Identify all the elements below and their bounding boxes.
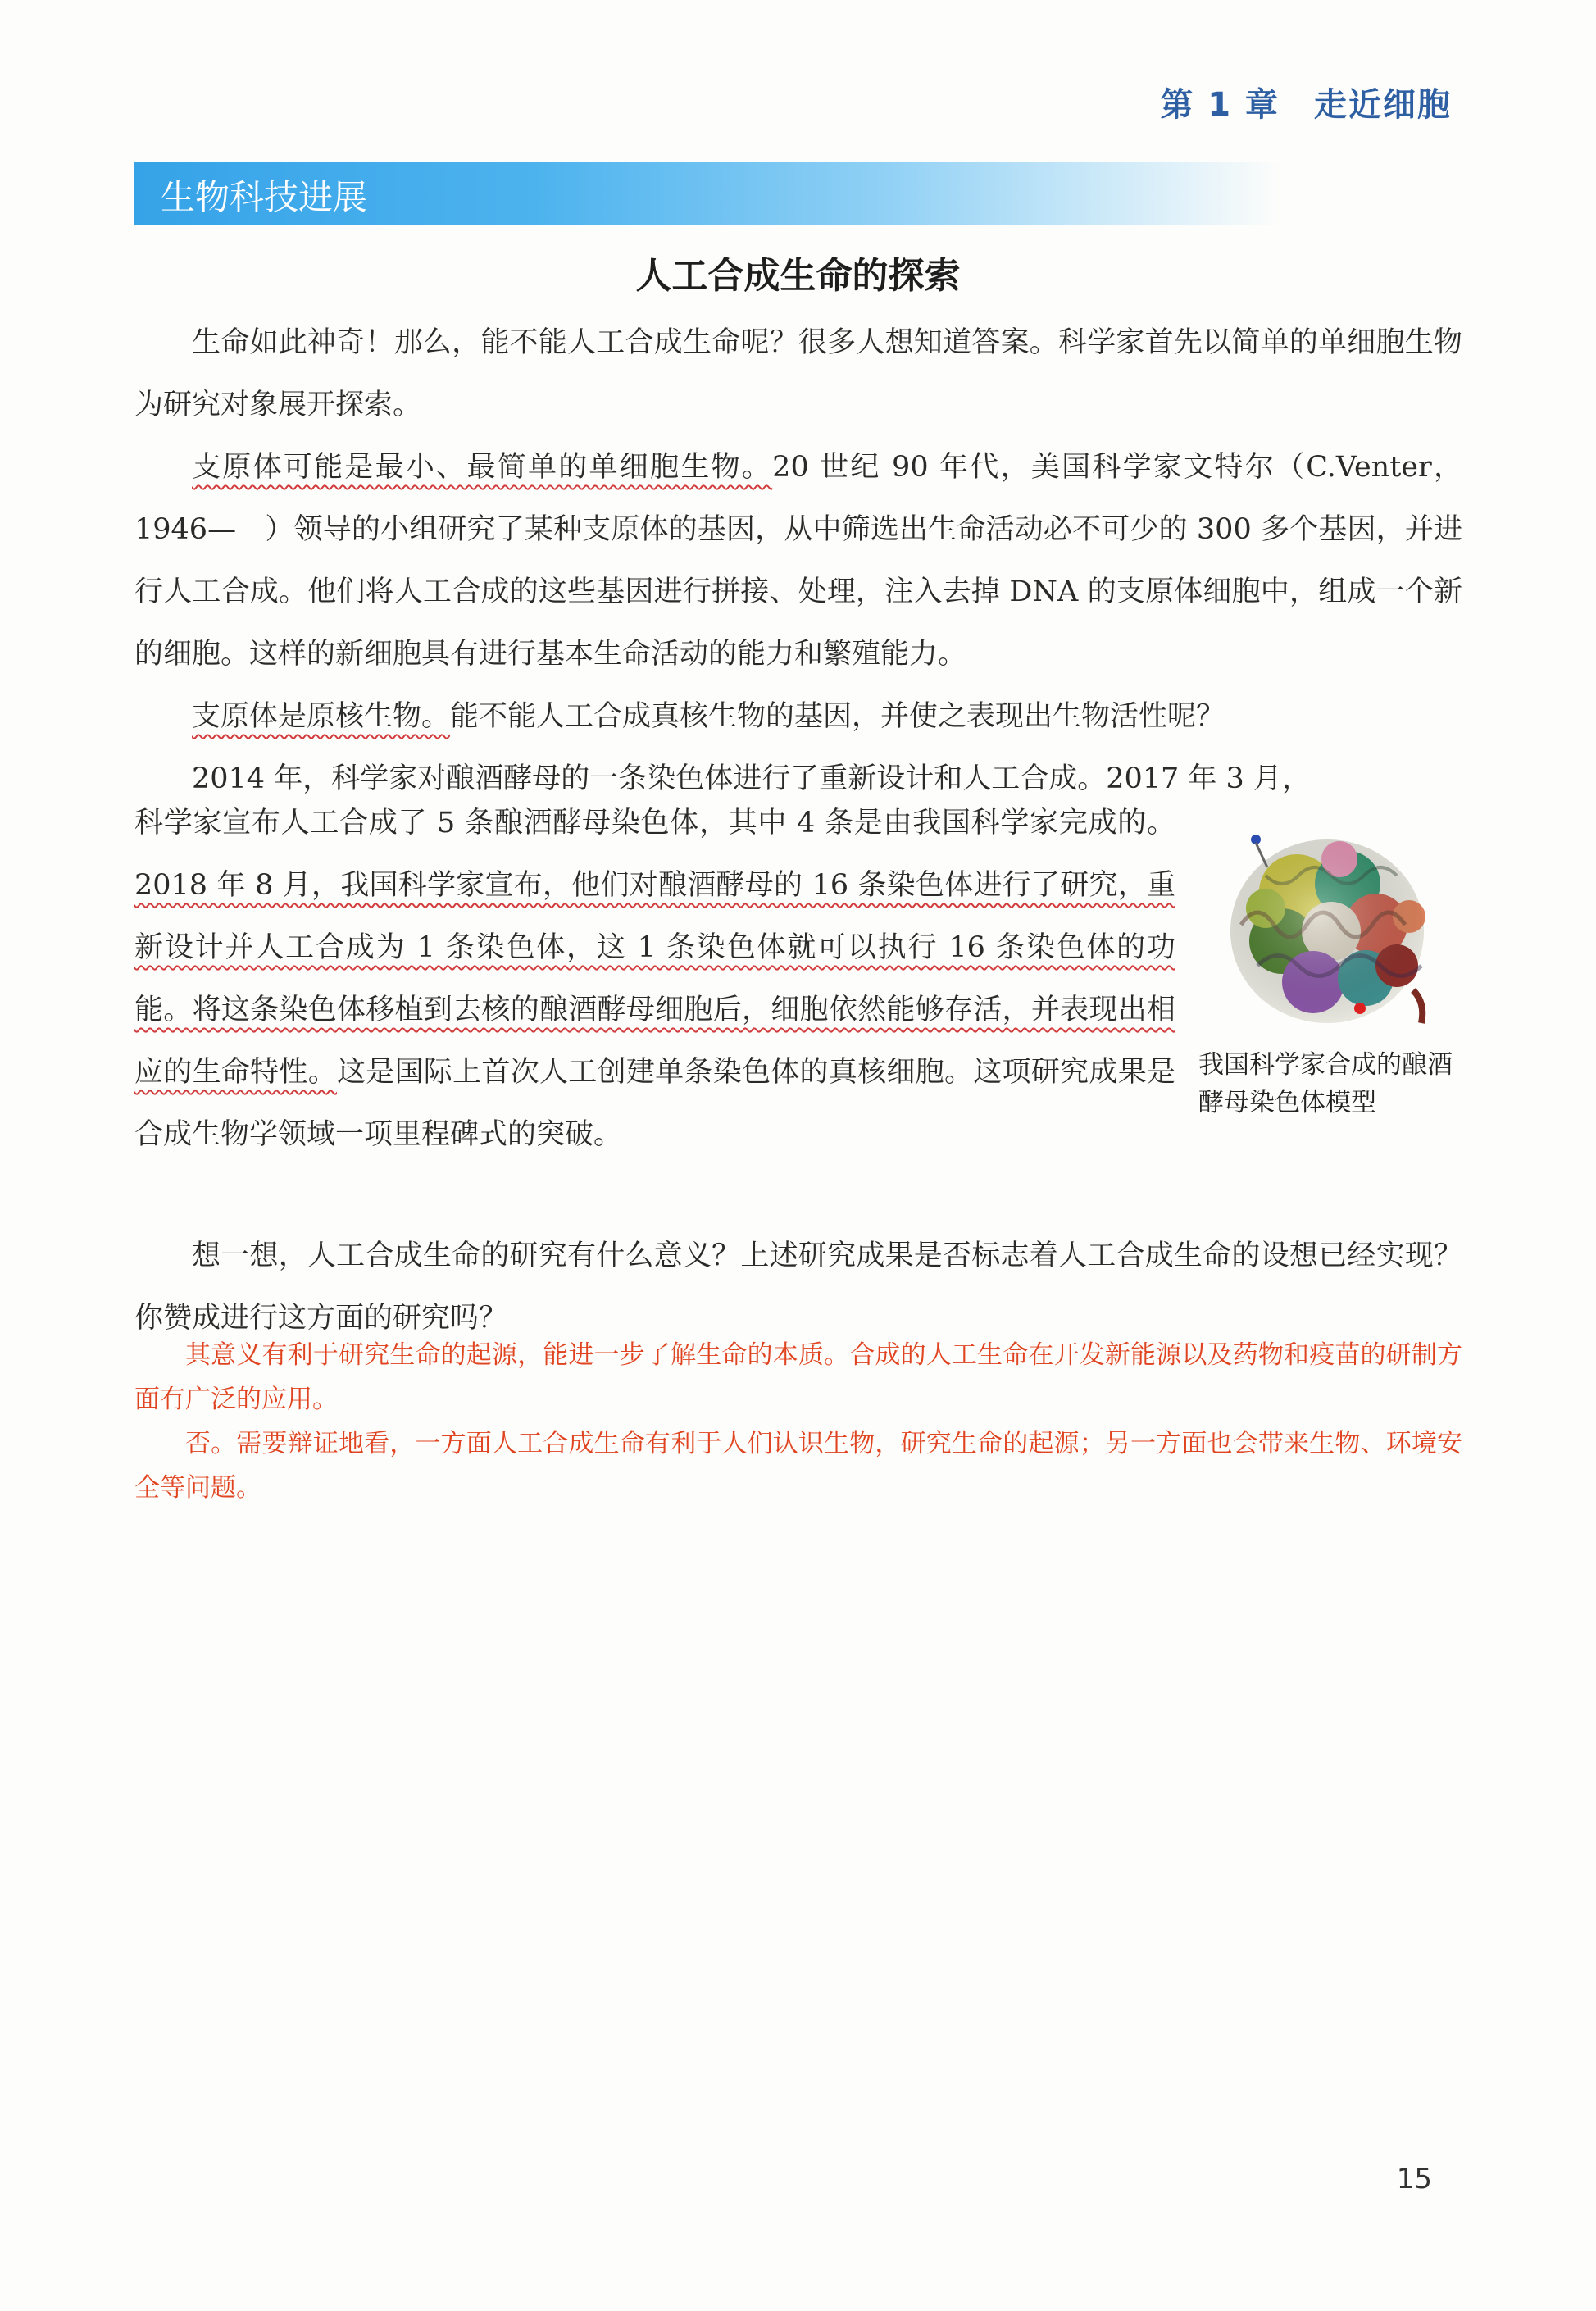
underlined-text: 支原体是原核生物。: [192, 700, 451, 733]
chapter-header: 第 1 章 走近细胞: [1160, 86, 1452, 124]
paragraph-4-line-1: 2014 年，科学家对酿酒酵母的一条染色体进行了重新设计和人工合成。2017 年 3 月，: [192, 762, 1311, 795]
underlined-text: 2018 年 8 月，我国科学家宣布，他们对酿酒酵母的 16 条染色体进行了研究，重新设计并人工合成为 1 条染色体，这 1 条染色体就可以执行 16 条染色体的功能。将这条染色体移植到去核的酿酒酵母细胞后，细胞依然能够存活，并表现出相应的生命特性。: [134, 869, 1175, 1089]
paragraph-2-text: 20 世纪 90 年代，美国科学家文特尔（C.Venter，1946— ）领导的小组研究了某种支原体的基因，从中筛选出生命活动必不可少的 300 多个基因，并进行人工合成。他们将人工合成的这些基因进行拼接、处理，注入去掉 DNA 的支原体细胞中，组成一个新的细胞。这样的新细胞具有进行基本生命活动的能力和繁殖能力。: [134, 451, 1462, 671]
think-question: [134, 1225, 1462, 1349]
paragraph-5: 想一想，人工合成生命的研究有什么意义？上述研究成果是否标志着人工合成生命的设想已经实现？你赞成进行这方面的研究吗？: [134, 1240, 1462, 1335]
answer-1: 其意义有利于研究生命的起源，能进一步了解生命的本质。合成的人工生命在开发新能源以及药物和疫苗的研制方面有广泛的应用。: [134, 1340, 1462, 1414]
answer-2: 否。需要辩证地看，一方面人工合成生命有利于人们认识生物，研究生命的起源；另一方面也会带来生物、环境安全等问题。: [134, 1429, 1462, 1503]
paragraph-1: 生命如此神奇！那么，能不能人工合成生命呢？很多人想知道答案。科学家首先以简单的单细胞生物为研究对象展开探索。: [134, 326, 1462, 421]
paragraph-3: [134, 685, 1462, 748]
paragraph-3-text: 能不能人工合成真核生物的基因，并使之表现出生物活性呢？: [450, 700, 1225, 733]
section-label: 生物科技进展: [161, 177, 368, 217]
figure-caption: 我国科学家合成的酿酒酵母染色体模型: [1198, 1050, 1453, 1117]
article-body: [134, 312, 1462, 810]
article-title: 人工合成生命的探索: [635, 255, 961, 297]
paragraph-4: [134, 792, 1175, 1166]
chromosome-model-image: [1208, 826, 1446, 1031]
paragraph-2: [134, 436, 1462, 685]
paragraph-4-text-b: 这是国际上首次人工创建单条染色体的真核细胞。这项研究成果是合成生物学领域一项里程碑式的突破。: [134, 1056, 1175, 1151]
page-number: 15: [1396, 2163, 1432, 2195]
answer-block: [134, 1333, 1462, 1510]
underlined-text: 支原体可能是最小、最简单的单细胞生物。: [192, 451, 773, 484]
chromosome-figure: [1198, 826, 1461, 1121]
paragraph-4-wrap: [134, 792, 1175, 1166]
paragraph-4-text-a: 科学家宣布人工合成了 5 条酿酒酵母染色体，其中 4 条是由我国科学家完成的。: [134, 807, 1175, 839]
section-banner: [134, 162, 1282, 225]
